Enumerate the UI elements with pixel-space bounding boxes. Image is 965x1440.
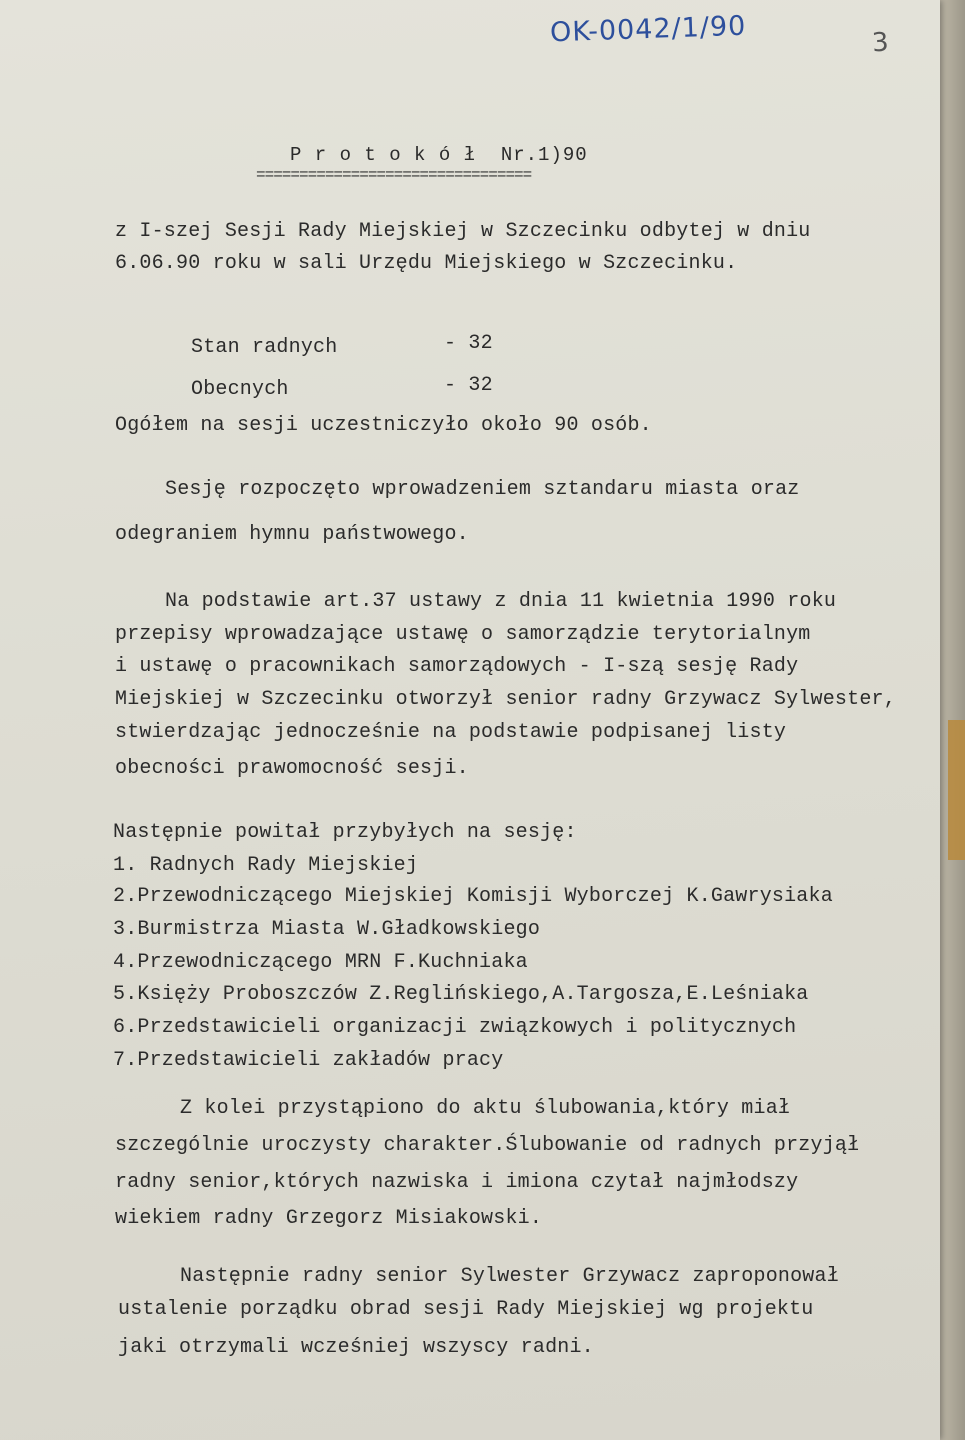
attendance-value: - 32	[444, 374, 493, 397]
paragraph-line: wiekiem radny Grzegorz Misiakowski.	[115, 1207, 543, 1230]
paragraph-line: odegraniem hymnu państwowego.	[115, 523, 469, 546]
attendance-label: Obecnych	[191, 378, 289, 401]
greeting-list-item: 2.Przewodniczącego Miejskiej Komisji Wyborczej K.Gawrysiaka	[113, 885, 833, 908]
paragraph-line: jaki otrzymali wcześniej wszyscy radni.	[118, 1336, 594, 1359]
desk-object	[948, 720, 965, 860]
greeting-list-item: 7.Przedstawicieli zakładów pracy	[113, 1049, 504, 1072]
greeting-list-item: 5.Księży Proboszczów Z.Reglińskiego,A.Targosza,E.Leśniaka	[113, 983, 809, 1006]
document-title: P r o t o k ó ł Nr.1)90	[290, 144, 588, 166]
paragraph-line: szczególnie uroczysty charakter.Ślubowanie od radnych przyjął	[115, 1134, 860, 1157]
intro-line: z I-szej Sesji Rady Miejskiej w Szczecinku odbytej w dniu	[115, 220, 811, 243]
title-underline: ================================	[256, 166, 532, 184]
intro-line: 6.06.90 roku w sali Urzędu Miejskiego w Szczecinku.	[115, 252, 738, 275]
paragraph-line: Na podstawie art.37 ustawy z dnia 11 kwietnia 1990 roku	[165, 590, 837, 613]
paragraph-line: ustalenie porządku obrad sesji Rady Miejskiej wg projektu	[118, 1298, 814, 1321]
greeting-intro: Następnie powitał przybyłych na sesję:	[113, 821, 577, 844]
paragraph-line: Sesję rozpoczęto wprowadzeniem sztandaru miasta oraz	[165, 478, 800, 501]
paragraph-line: obecności prawomocność sesji.	[115, 757, 469, 780]
handwritten-page-number: 3	[870, 27, 890, 59]
paragraph-line: Miejskiej w Szczecinku otworzył senior radny Grzywacz Sylwester,	[115, 688, 896, 711]
attendance-value: - 32	[444, 332, 493, 355]
paragraph-line: Następnie radny senior Sylwester Grzywacz zaproponował	[180, 1265, 839, 1288]
handwritten-reference-number: OK-0042/1/90	[549, 10, 747, 49]
paragraph-line: przepisy wprowadzające ustawę o samorządzie terytorialnym	[115, 623, 811, 646]
paragraph-line: radny senior,których nazwiska i imiona czytał najmłodszy	[115, 1171, 799, 1194]
greeting-list-item: 6.Przedstawicieli organizacji związkowych i politycznych	[113, 1016, 797, 1039]
paragraph-line: i ustawę o pracownikach samorządowych - I-szą sesję Rady	[115, 655, 799, 678]
greeting-list-item: 3.Burmistrza Miasta W.Gładkowskiego	[113, 918, 541, 941]
greeting-list-item: 4.Przewodniczącego MRN F.Kuchniaka	[113, 951, 528, 974]
greeting-list-item: 1. Radnych Rady Miejskiej	[113, 854, 419, 877]
total-attendance-line: Ogółem na sesji uczestniczyło około 90 osób.	[115, 414, 652, 437]
paragraph-line: stwierdzając jednocześnie na podstawie podpisanej listy	[115, 721, 787, 744]
paragraph-line: Z kolei przystąpiono do aktu ślubowania,który miał	[180, 1097, 791, 1120]
attendance-label: Stan radnych	[191, 336, 338, 359]
